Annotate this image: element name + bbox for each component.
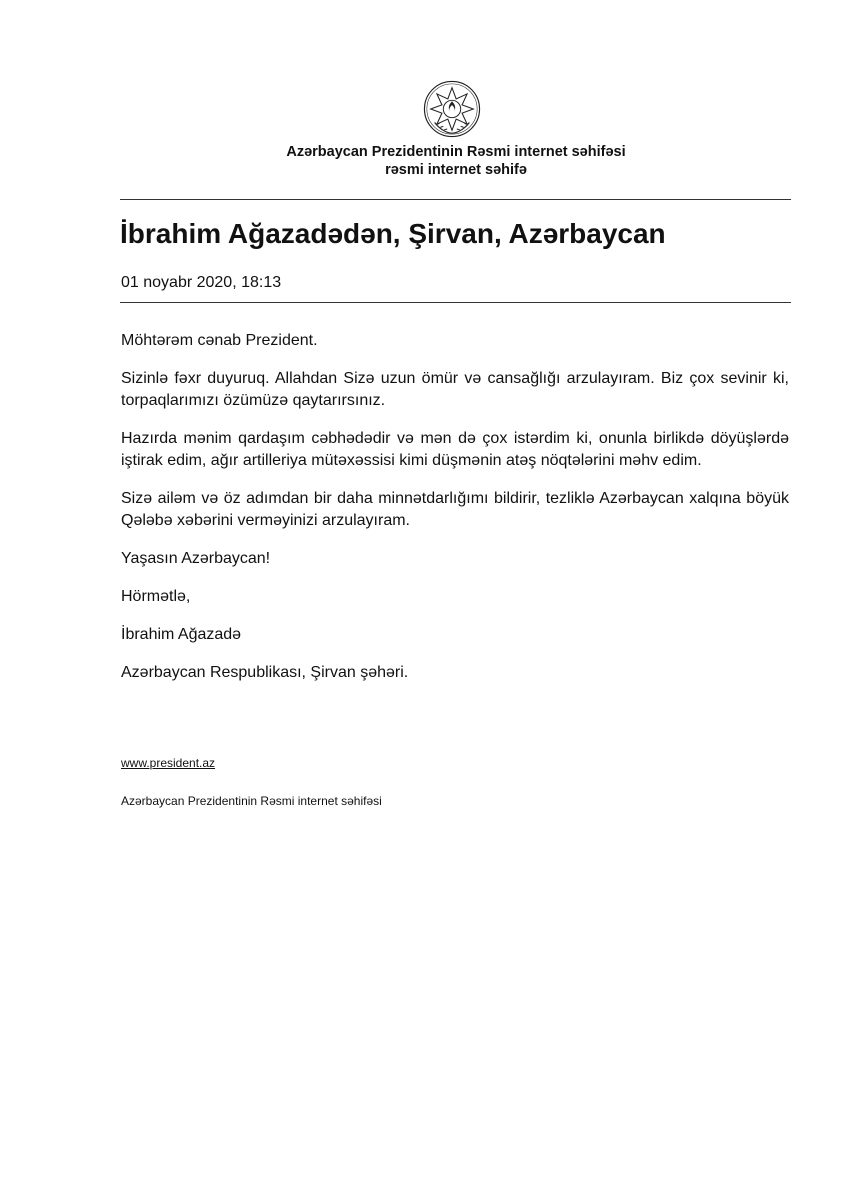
site-header <box>120 143 792 179</box>
publish-date: 01 noyabr 2020, 18:13 <box>121 274 282 291</box>
page-title: İbrahim Ağazadədən, Şirvan, Azərbaycan <box>120 218 666 249</box>
site-title: Azərbaycan Prezidentinin Rəsmi internet səhifəsi <box>286 144 626 160</box>
footer-site-name: Azərbaycan Prezidentinin Rəsmi internet səhifəsi <box>121 794 382 808</box>
letter-greeting: Möhtərəm cənab Prezident. <box>121 332 318 349</box>
website-link[interactable]: www.president.az <box>121 756 216 770</box>
letter-signature-location: Azərbaycan Respublikası, Şirvan şəhəri. <box>121 664 409 681</box>
letter-paragraph: Hazırda mənim qardaşım cəbhədədir və mən də çox istərdim ki, onunla birlikdə döyüşlərdə iştirak edim, ağır artilleriya mütəxəssisi kimi düşmənin atəş nöqtələrini məhv edim. <box>121 430 789 469</box>
azerbaijan-state-emblem-icon <box>423 80 481 138</box>
letter-paragraph: Sizə ailəm və öz adımdan bir daha minnətdarlığımı bildirir, tezliklə Azərbaycan xalqına böyük Qələbə xəbərini verməyinizi arzulayıram. <box>121 490 789 529</box>
letter-exclamation: Yaşasın Azərbaycan! <box>121 550 271 567</box>
title-divider <box>120 302 791 303</box>
letter-body <box>121 330 789 700</box>
letter-paragraph: Sizinlə fəxr duyuruq. Allahdan Sizə uzun ömür və cansağlığı arzulayıram. Biz çox sevinir ki, torpaqlarımızı özümüzə qaytarırsınız. <box>121 370 789 409</box>
letter-closing: Hörmətlə, <box>121 588 191 605</box>
letter-signature-name: İbrahim Ağazadə <box>121 626 242 643</box>
header-divider <box>120 199 791 200</box>
site-subtitle: rəsmi internet səhifə <box>385 162 527 178</box>
